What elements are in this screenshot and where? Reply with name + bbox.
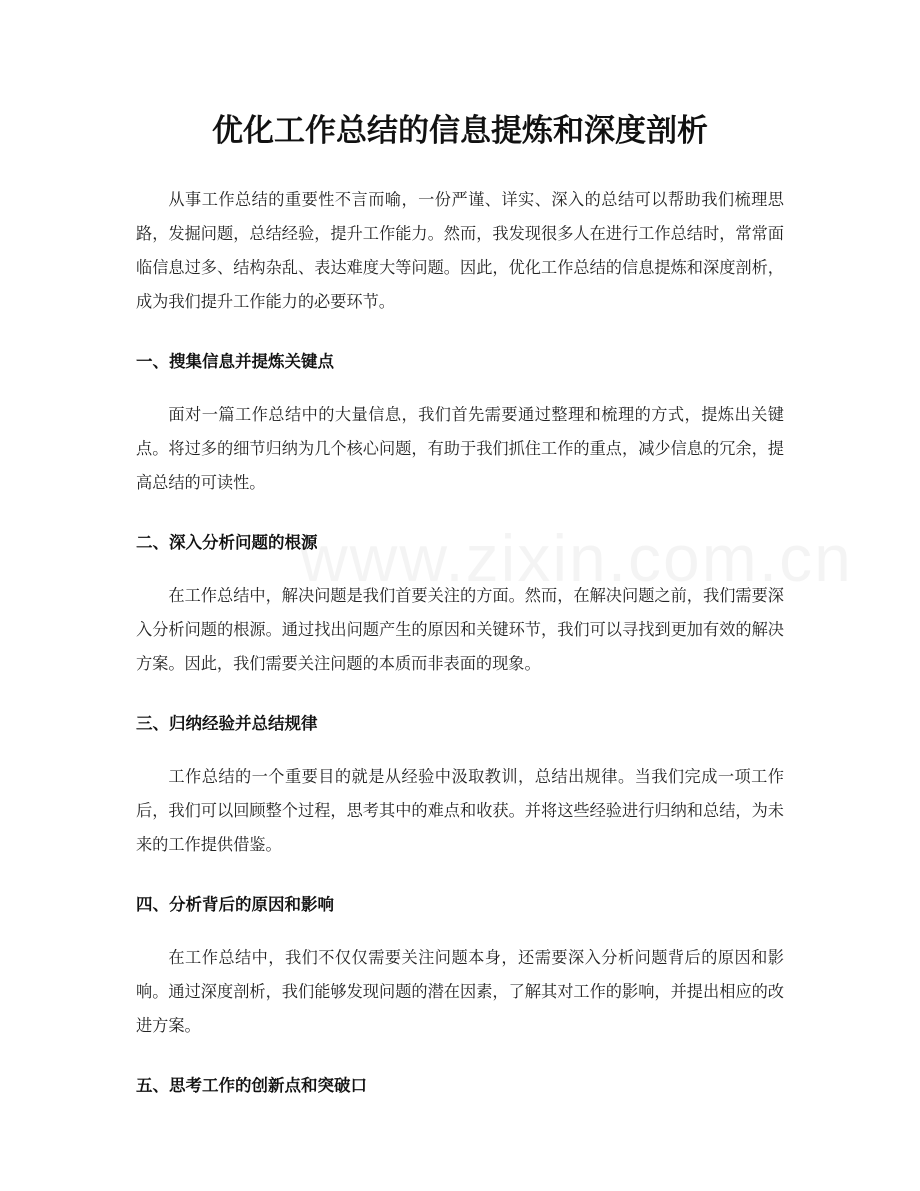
section-5	[136, 1069, 784, 1103]
section-2	[136, 526, 784, 681]
section-heading: 四、分析背后的原因和影响	[136, 895, 334, 914]
section-heading: 一、搜集信息并提炼关键点	[136, 352, 334, 371]
section-heading: 五、思考工作的创新点和突破口	[136, 1076, 367, 1095]
document-body	[136, 183, 784, 1103]
section-3	[136, 707, 784, 862]
document-title: 优化工作总结的信息提炼和深度剖析	[212, 113, 708, 149]
section-paragraph: 工作总结的一个重要目的就是从经验中汲取教训，总结出规律。当我们完成一项工作后，我们可以回顾整个过程，思考其中的难点和收获。并将这些经验进行归纳和总结，为未来的工作提供借鉴。	[136, 767, 784, 854]
section-paragraph: 在工作总结中，我们不仅仅需要关注问题本身，还需要深入分析问题背后的原因和影响。通过深度剖析，我们能够发现问题的潜在因素，了解其对工作的影响，并提出相应的改进方案。	[136, 948, 784, 1035]
section-heading: 二、深入分析问题的根源	[136, 533, 318, 552]
intro-paragraph: 从事工作总结的重要性不言而喻，一份严谨、详实、深入的总结可以帮助我们梳理思路，发掘问题，总结经验，提升工作能力。然而，我发现很多人在进行工作总结时，常常面临信息过多、结构杂乱、表达难度大等问题。因此，优化工作总结的信息提炼和深度剖析，成为我们提升工作能力的必要环节。	[136, 190, 784, 311]
section-4	[136, 888, 784, 1043]
section-1	[136, 345, 784, 500]
section-heading: 三、归纳经验并总结规律	[136, 714, 318, 733]
section-paragraph: 面对一篇工作总结中的大量信息，我们首先需要通过整理和梳理的方式，提炼出关键点。将过多的细节归纳为几个核心问题，有助于我们抓住工作的重点，减少信息的冗余，提高总结的可读性。	[136, 405, 784, 492]
section-paragraph: 在工作总结中，解决问题是我们首要关注的方面。然而，在解决问题之前，我们需要深入分析问题的根源。通过找出问题产生的原因和关键环节，我们可以寻找到更加有效的解决方案。因此，我们需要关注问题的本质而非表面的现象。	[136, 586, 784, 673]
